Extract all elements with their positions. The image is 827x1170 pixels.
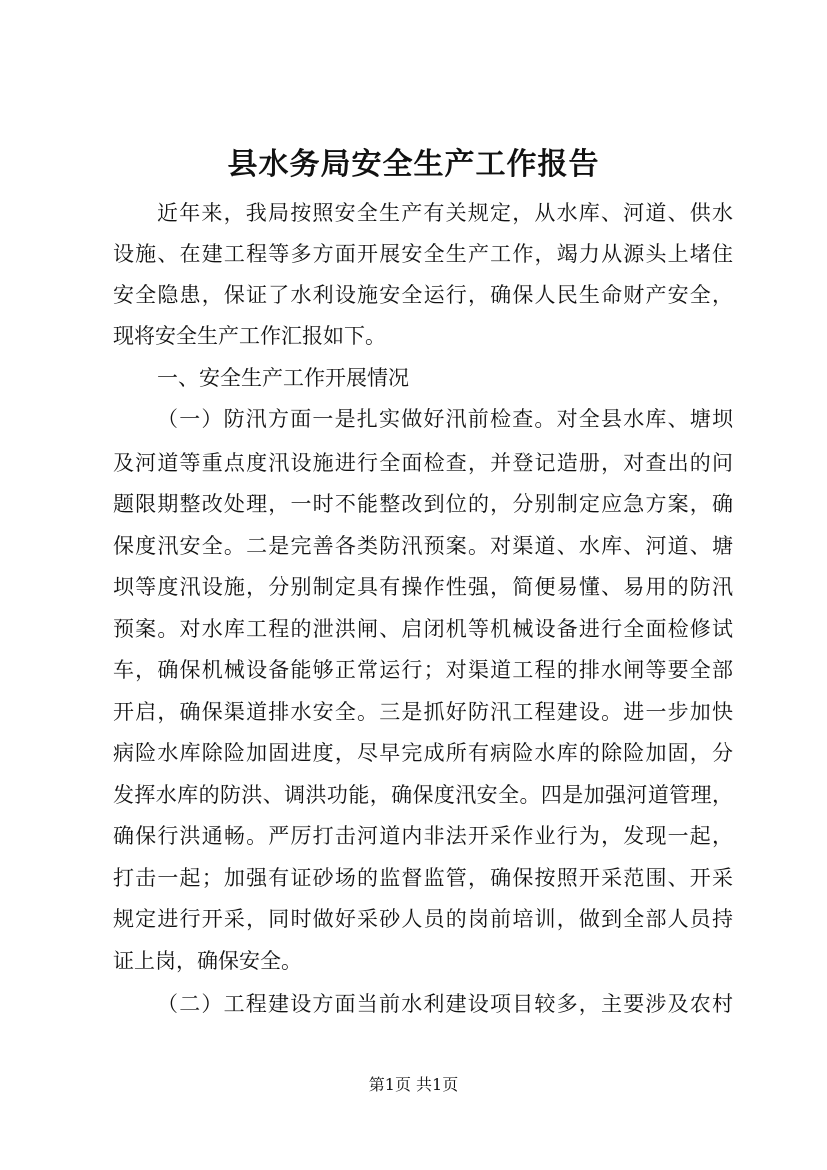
paragraph-line: 打击一起；加强有证砂场的监督监管，确保按照开采范围、开采	[113, 866, 733, 890]
paragraph-line: （二）工程建设方面当前水利建设项目较多，主要涉及农村	[157, 992, 733, 1016]
paragraph-line: 现将安全生产工作汇报如下。	[113, 324, 386, 348]
paragraph-line: 预案。对水库工程的泄洪闸、启闭机等机械设备进行全面检修试	[113, 617, 733, 641]
paragraph-line: （一）防汛方面一是扎实做好汛前检查。对全县水库、塘坝	[157, 407, 733, 431]
document-title: 县水务局安全生产工作报告	[227, 147, 600, 182]
paragraph-line: 近年来，我局按照安全生产有关规定，从水库、河道、供水	[157, 201, 733, 225]
paragraph-line: 设施、在建工程等多方面开展安全生产工作，竭力从源头上堵住	[113, 242, 733, 266]
paragraph-line: 发挥水库的防洪、调洪功能，确保度汛安全。四是加强河道管理，	[113, 783, 733, 807]
section-heading: 一、安全生产工作开展情况	[157, 366, 409, 390]
paragraph-line: 开启，确保渠道排水安全。三是抓好防汛工程建设。进一步加快	[113, 700, 733, 724]
paragraph-line: 安全隐患，保证了水利设施安全运行，确保人民生命财产安全，	[113, 283, 733, 307]
paragraph-line: 病险水库除险加固进度，尽早完成所有病险水库的除险加固，分	[113, 741, 733, 765]
paragraph-line: 证上岗，确保安全。	[113, 949, 302, 973]
page-footer: 第1页 共1页	[368, 1075, 459, 1094]
paragraph-line: 及河道等重点度汛设施进行全面检查，并登记造册，对查出的问	[113, 451, 733, 475]
paragraph-line: 确保行洪通畅。严厉打击河道内非法开采作业行为，发现一起，	[113, 824, 733, 848]
paragraph-line: 坝等度汛设施，分别制定具有操作性强，简便易懂、易用的防汛	[113, 575, 733, 599]
paragraph-line: 车，确保机械设备能够正常运行；对渠道工程的排水闸等要全部	[113, 658, 733, 682]
paragraph-line: 保度汛安全。二是完善各类防汛预案。对渠道、水库、河道、塘	[113, 534, 733, 558]
paragraph-line: 规定进行开采，同时做好采砂人员的岗前培训，做到全部人员持	[113, 907, 733, 931]
paragraph-line: 题限期整改处理，一时不能整改到位的，分别制定应急方案，确	[113, 492, 733, 516]
